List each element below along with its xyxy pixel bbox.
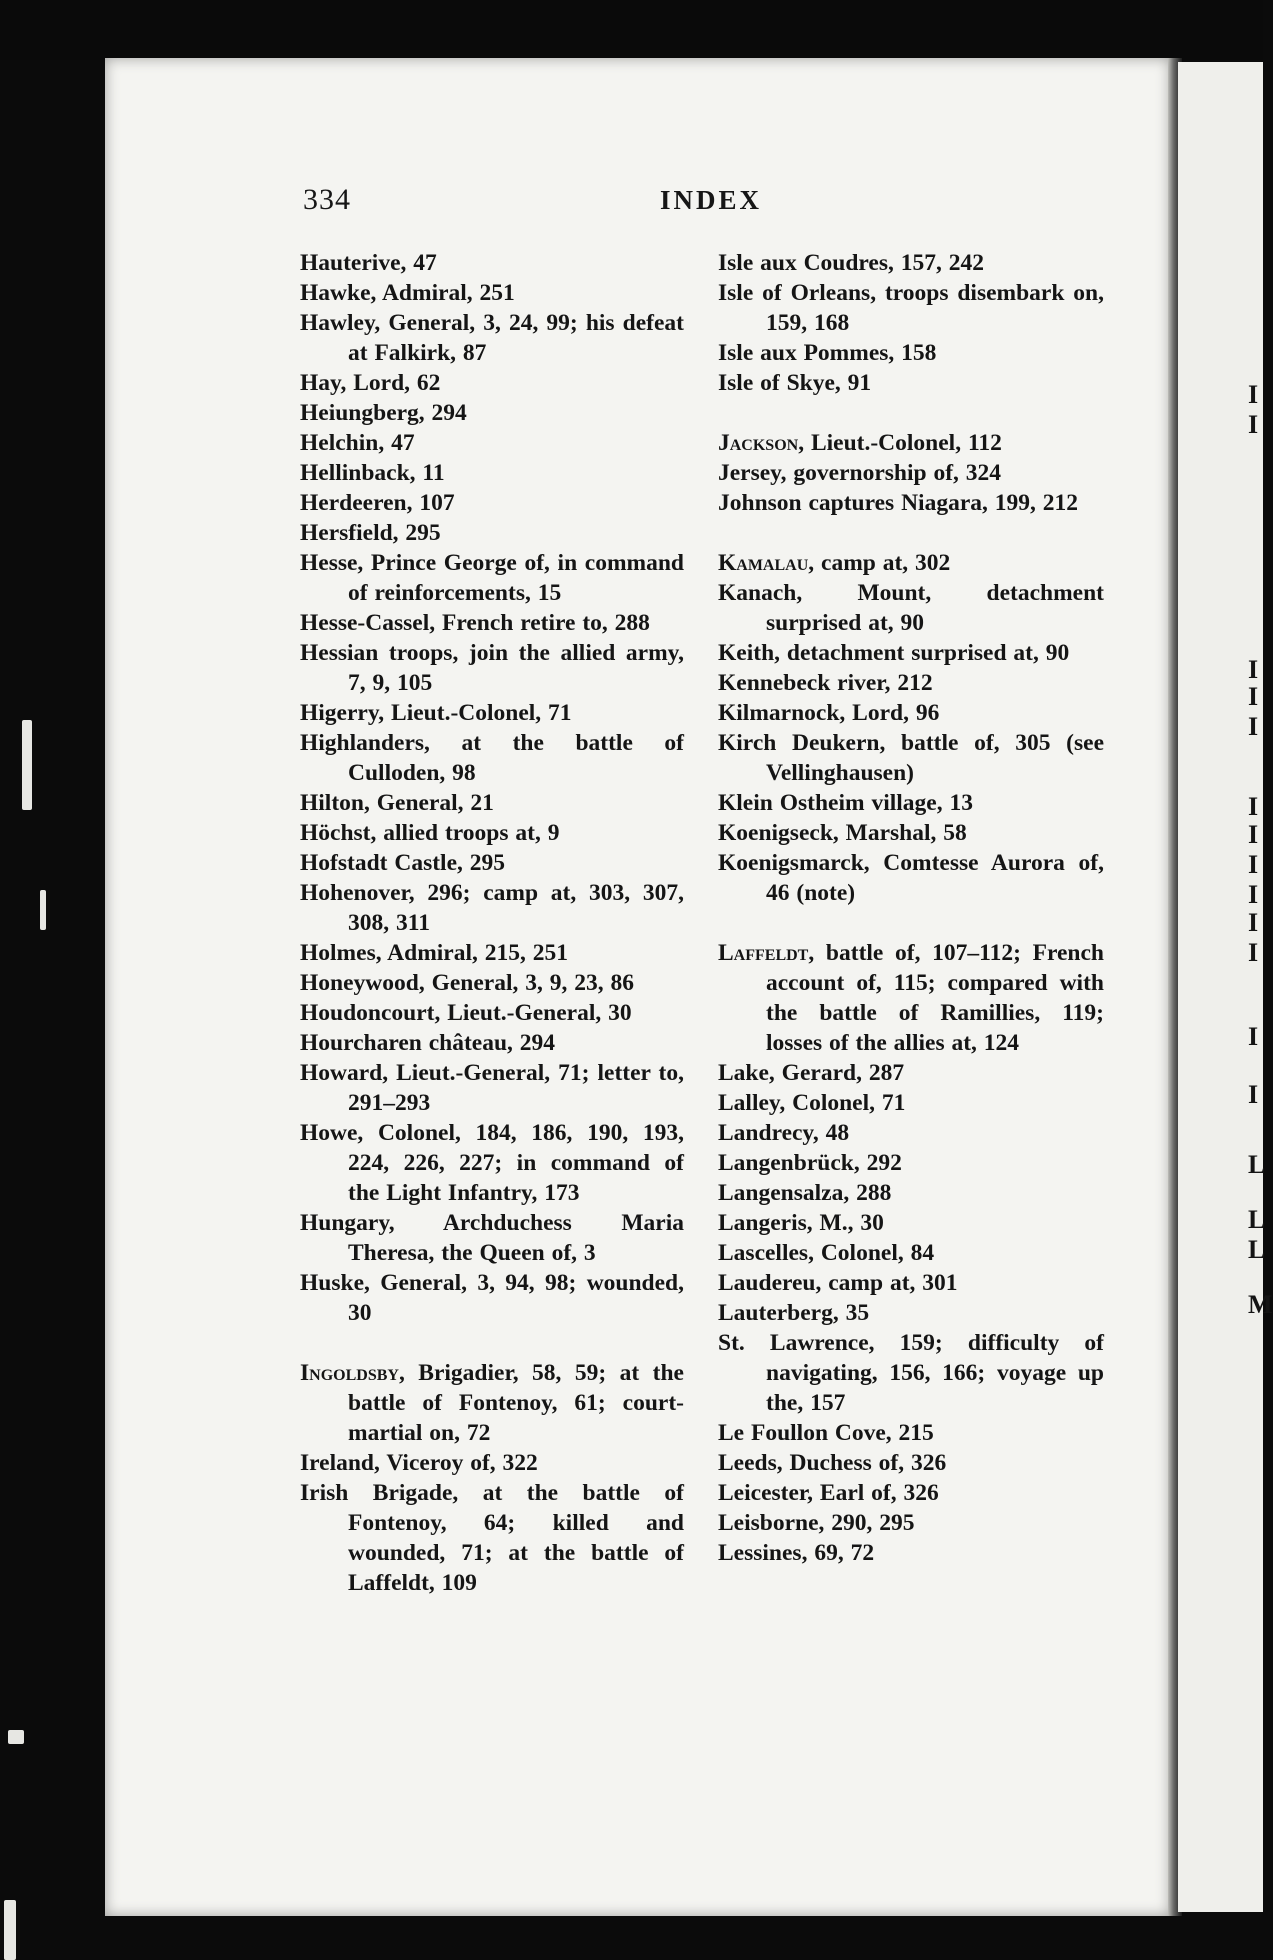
index-entry-text: Keith, detachment surprised at, 90 (718, 640, 1070, 666)
index-entry-text: Langeris, M., 30 (718, 1210, 884, 1236)
index-entry (300, 818, 684, 848)
index-entry-head: Kamalau (718, 550, 809, 576)
index-entry (718, 1478, 1104, 1508)
facing-page-letter: I (1248, 712, 1259, 741)
letter-section-gap (300, 1328, 684, 1358)
facing-page-letter: I (1248, 938, 1259, 967)
index-entry-text: Leicester, Earl of, 326 (718, 1480, 939, 1506)
index-entry-text: Heiungberg, 294 (300, 400, 467, 426)
index-entry-text: Langensalza, 288 (718, 1180, 892, 1206)
index-entry (300, 548, 684, 608)
index-entry-text: Hessian troops, join the allied army, 7, 9, 105 (300, 640, 684, 696)
scan-border-top (0, 0, 1263, 60)
facing-page-letter: L (1248, 1150, 1266, 1179)
index-entry (718, 1088, 1104, 1118)
facing-page-letter: M (1248, 1290, 1273, 1319)
index-entry-text: Hesse-Cassel, French retire to, 288 (300, 610, 650, 636)
facing-page-letter: I (1248, 1022, 1259, 1051)
index-entry-text: Houdoncourt, Lieut.-General, 30 (300, 1000, 632, 1026)
index-entry (300, 788, 684, 818)
index-entry (718, 368, 1104, 398)
index-entry-text: , camp at, 302 (808, 550, 951, 576)
index-entry (300, 878, 684, 938)
index-entry (300, 518, 684, 548)
index-entry (718, 548, 1104, 578)
index-entry (300, 638, 684, 698)
index-entry-text: Highlanders, at the battle of Culloden, 98 (300, 730, 684, 786)
facing-page-letter: I (1248, 380, 1259, 409)
index-entry (300, 488, 684, 518)
index-entry-text: Hourcharen château, 294 (300, 1030, 556, 1056)
index-entry-head: Ingoldsby (300, 1360, 399, 1386)
index-entry (718, 938, 1104, 1058)
facing-page-letter: I (1248, 655, 1259, 684)
index-entry (718, 698, 1104, 728)
index-entry (300, 1208, 684, 1268)
index-entry (718, 428, 1104, 458)
index-entry-text: , Brigadier, 58, 59; at the battle of Fontenoy, 61; court-martial on, 72 (348, 1360, 684, 1446)
index-entry-text: Ireland, Viceroy of, 322 (300, 1450, 538, 1476)
index-entry (300, 1268, 684, 1328)
index-entry (718, 788, 1104, 818)
facing-page-letter: I (1248, 820, 1259, 849)
index-entry-text: Johnson captures Niagara, 199, 212 (718, 490, 1079, 516)
index-entry-text: Huske, General, 3, 94, 98; wounded, 30 (300, 1270, 684, 1326)
index-entry-text: St. Lawrence, 159; difficulty of navigating, 156, 166; voyage up the, 157 (718, 1330, 1104, 1416)
index-entry (718, 1448, 1104, 1478)
index-entry (718, 278, 1104, 338)
index-entry-text: Hersfield, 295 (300, 520, 441, 546)
index-entry-text: Herdeeren, 107 (300, 490, 455, 516)
index-entry-text: Isle of Skye, 91 (718, 370, 872, 396)
index-entry (718, 668, 1104, 698)
index-entry-text: Kanach, Mount, detachment surprised at, 90 (718, 580, 1104, 636)
index-entry-text: Lalley, Colonel, 71 (718, 1090, 906, 1116)
index-entry (718, 1238, 1104, 1268)
facing-page-letter: I (1248, 1080, 1259, 1109)
index-entry (718, 1268, 1104, 1298)
index-entry (300, 398, 684, 428)
index-entry-text: Hawley, General, 3, 24, 99; his defeat at Falkirk, 87 (300, 310, 684, 366)
index-entry (300, 1028, 684, 1058)
index-entry-text: Isle aux Pommes, 158 (718, 340, 937, 366)
index-entry (718, 248, 1104, 278)
index-entry-text: Koenigsmarck, Comtesse Aurora of, 46 (note) (718, 850, 1104, 906)
index-entry (300, 248, 684, 278)
index-entry (300, 728, 684, 788)
index-entry (300, 278, 684, 308)
index-entry-text: Isle of Orleans, troops disembark on, 159, 168 (718, 280, 1104, 336)
index-column-left (300, 248, 684, 1598)
index-entry (718, 488, 1104, 518)
index-entry (300, 1478, 684, 1598)
index-entry-text: Laudereu, camp at, 301 (718, 1270, 958, 1296)
index-entry-text: Kilmarnock, Lord, 96 (718, 700, 940, 726)
facing-page (1178, 62, 1273, 1912)
index-entry-text: Helchin, 47 (300, 430, 415, 456)
index-entry (300, 1448, 684, 1478)
index-entry-text: Holmes, Admiral, 215, 251 (300, 940, 569, 966)
index-entry (718, 1538, 1104, 1568)
index-entry-text: Hauterive, 47 (300, 250, 437, 276)
index-entry (718, 1178, 1104, 1208)
index-entry (718, 848, 1104, 908)
index-entry (718, 1118, 1104, 1148)
index-entry-text: Klein Ostheim village, 13 (718, 790, 973, 816)
index-entry-head: Jackson (718, 430, 799, 456)
index-entry (718, 638, 1104, 668)
index-entry-text: Lake, Gerard, 287 (718, 1060, 905, 1086)
index-entry-text: Howe, Colonel, 184, 186, 190, 193, 224, 226, 227; in command of the Light Infantry, 173 (300, 1120, 684, 1206)
index-entry-text: Hawke, Admiral, 251 (300, 280, 515, 306)
index-entry (300, 998, 684, 1028)
facing-page-letter: L (1248, 1235, 1266, 1264)
facing-page-letter: I (1248, 410, 1259, 439)
facing-page-letter: I (1248, 850, 1259, 879)
letter-section-gap (718, 518, 1104, 548)
index-entry (718, 458, 1104, 488)
facing-page-letter: I (1248, 792, 1259, 821)
index-entry-text: Irish Brigade, at the battle of Fontenoy, 64; killed and wounded, 71; at the battle of Laffeldt, 109 (300, 1480, 684, 1596)
index-entry-text: Hungary, Archduchess Maria Theresa, the Queen of, 3 (300, 1210, 684, 1266)
index-entry-text: Langenbrück, 292 (718, 1150, 902, 1176)
index-entry-text: Lascelles, Colonel, 84 (718, 1240, 935, 1266)
index-entry (300, 1058, 684, 1118)
index-entry-text: Hay, Lord, 62 (300, 370, 441, 396)
index-entry (718, 1418, 1104, 1448)
index-entry (300, 458, 684, 488)
index-entry-text: Isle aux Coudres, 157, 242 (718, 250, 985, 276)
index-entry-text: Hesse, Prince George of, in command of reinforcements, 15 (300, 550, 684, 606)
index-entry (300, 1358, 684, 1448)
index-entry (718, 728, 1104, 788)
index-entry-text: Koenigseck, Marshal, 58 (718, 820, 967, 846)
index-entry (300, 428, 684, 458)
letter-section-gap (718, 908, 1104, 938)
index-entry-head: Laffeldt (718, 940, 809, 966)
index-entry (300, 308, 684, 368)
index-entry (718, 1298, 1104, 1328)
index-entry-text: Hellinback, 11 (300, 460, 445, 486)
index-entry-text: Lauterberg, 35 (718, 1300, 870, 1326)
index-entry-text: Jersey, governorship of, 324 (718, 460, 1002, 486)
index-entry (300, 1118, 684, 1208)
index-entry (718, 1328, 1104, 1418)
index-entry (300, 968, 684, 998)
index-entry-text: Höchst, allied troops at, 9 (300, 820, 560, 846)
facing-page-letter: I (1248, 908, 1259, 937)
index-entry-text: Landrecy, 48 (718, 1120, 850, 1146)
index-entry-text: Hilton, General, 21 (300, 790, 494, 816)
index-entry-text: Hofstadt Castle, 295 (300, 850, 505, 876)
index-entry-text: Howard, Lieut.-General, 71; letter to, 291–293 (300, 1060, 684, 1116)
index-entry-text: Le Foullon Cove, 215 (718, 1420, 934, 1446)
index-entry-text: Kirch Deukern, battle of, 305 (see Vellinghausen) (718, 730, 1104, 786)
index-entry-text: , battle of, 107–112; French account of, 115; compared with the battle of Ramillies, 119; losses of the allies at, 124 (766, 940, 1104, 1056)
index-entry-text: Leisborne, 290, 295 (718, 1510, 915, 1536)
index-entry (300, 608, 684, 638)
index-entry (718, 1058, 1104, 1088)
index-entry (718, 1148, 1104, 1178)
index-column-right (718, 248, 1104, 1568)
facing-page-letter: I (1248, 880, 1259, 909)
index-entry (300, 938, 684, 968)
facing-page-letter: I (1248, 682, 1259, 711)
index-entry (718, 338, 1104, 368)
index-entry-text: , Lieut.-Colonel, 112 (798, 430, 1002, 456)
page-number: 334 (303, 183, 351, 216)
index-entry (718, 1208, 1104, 1238)
scan-margin-left (0, 60, 104, 1929)
index-entry-text: Lessines, 69, 72 (718, 1540, 875, 1566)
index-entry-text: Honeywood, General, 3, 9, 23, 86 (300, 970, 634, 996)
letter-section-gap (718, 398, 1104, 428)
index-entry (300, 698, 684, 728)
index-entry (718, 818, 1104, 848)
index-entry (300, 848, 684, 878)
running-head: INDEX (660, 185, 763, 215)
index-entry-text: Leeds, Duchess of, 326 (718, 1450, 947, 1476)
index-entry (300, 368, 684, 398)
index-entry-text: Higerry, Lieut.-Colonel, 71 (300, 700, 572, 726)
facing-page-letter: L (1248, 1205, 1266, 1234)
index-entry-text: Hohenover, 296; camp at, 303, 307, 308, 311 (300, 880, 684, 936)
page-header (303, 183, 863, 223)
index-entry-text: Kennebeck river, 212 (718, 670, 933, 696)
index-entry (718, 1508, 1104, 1538)
index-entry (718, 578, 1104, 638)
